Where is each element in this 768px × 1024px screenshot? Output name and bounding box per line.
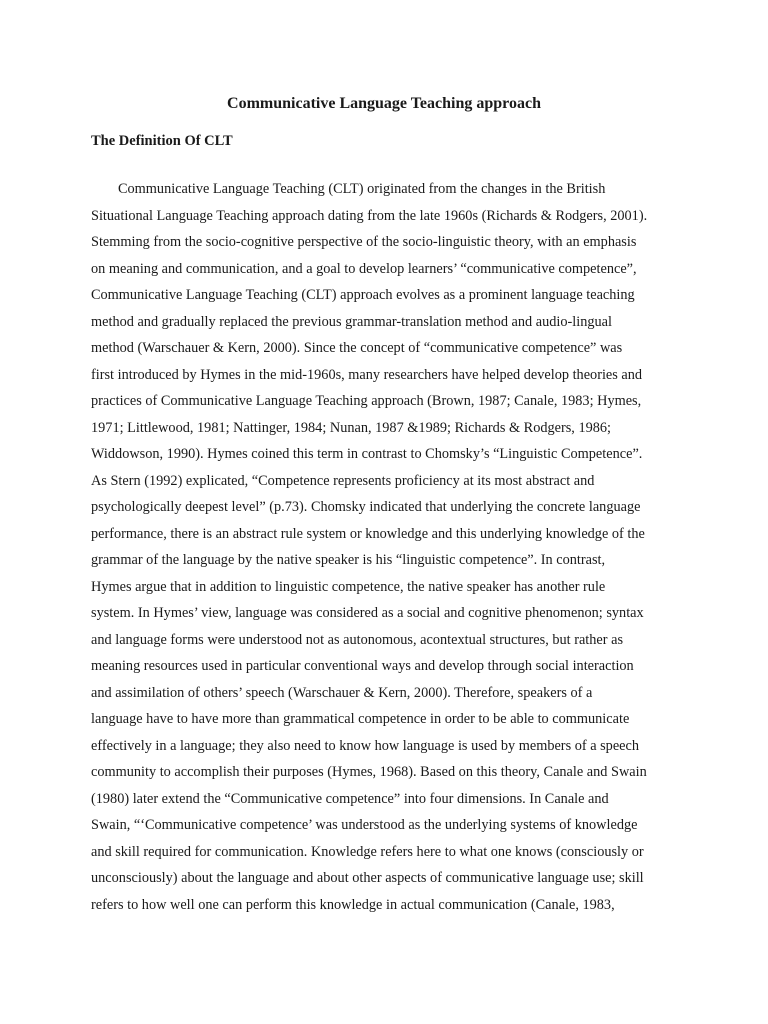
paragraph-line: refers to how well one can perform this knowledge in actual communication (Canale, 1983,	[91, 896, 615, 913]
paragraph-line: Stemming from the socio-cognitive perspective of the socio-linguistic theory, with an emphasis	[91, 234, 637, 250]
paragraph-line: practices of Communicative Language Teaching approach (Brown, 1987; Canale, 1983; Hymes,	[91, 393, 642, 409]
paragraph-line: meaning resources used in particular conventional ways and develop through social interaction	[91, 658, 634, 674]
paragraph-line: Hymes argue that in addition to linguistic competence, the native speaker has another rule	[91, 578, 606, 595]
paragraph-line: community to accomplish their purposes (Hymes, 1968). Based on this theory, Canale and Swain	[91, 764, 647, 780]
paragraph-line: on meaning and communication, and a goal to develop learners’ “communicative competence”,	[91, 260, 637, 277]
paragraph-line: performance, there is an abstract rule system or knowledge and this underlying knowledge of the	[91, 525, 645, 542]
body-paragraph	[91, 176, 681, 918]
document-title: Communicative Language Teaching approach	[227, 95, 541, 112]
paragraph-line: system. In Hymes’ view, language was considered as a social and cognitive phenomenon; syntax	[91, 605, 644, 621]
paragraph-line: 1971; Littlewood, 1981; Nattinger, 1984; Nunan, 1987 &1989; Richards & Rodgers, 1986;	[91, 419, 612, 436]
paragraph-line: As Stern (1992) explicated, “Competence represents proficiency at its most abstract and	[91, 472, 595, 489]
paragraph-line: psychologically deepest level” (p.73). Chomsky indicated that underlying the concrete language	[91, 499, 641, 515]
paragraph-line: Communicative Language Teaching (CLT) approach evolves as a prominent language teaching	[91, 287, 635, 303]
paragraph-line: unconsciously) about the language and about other aspects of communicative language use; skill	[91, 870, 644, 886]
paragraph-line: first introduced by Hymes in the mid-1960s, many researchers have helped develop theories and	[91, 366, 643, 383]
paragraph-line: and assimilation of others’ speech (Warschauer & Kern, 2000). Therefore, speakers of a	[91, 684, 593, 701]
section-heading: The Definition Of CLT	[91, 133, 233, 149]
paragraph-line: Communicative Language Teaching (CLT) originated from the changes in the British	[118, 181, 606, 197]
paragraph-line: grammar of the language by the native speaker is his “linguistic competence”. In contrast,	[91, 552, 606, 568]
paragraph-line: method (Warschauer & Kern, 2000). Since the concept of “communicative competence” was	[91, 340, 623, 356]
paragraph-line: Widdowson, 1990). Hymes coined this term in contrast to Chomsky’s “Linguistic Competence”.	[91, 446, 643, 462]
paragraph-line: Situational Language Teaching approach dating from the late 1960s (Richards & Rodgers, 2001).	[91, 207, 648, 224]
paragraph-line: Swain, “‘Communicative competence’ was understood as the underlying systems of knowledge	[91, 817, 638, 833]
paragraph-line: (1980) later extend the “Communicative competence” into four dimensions. In Canale and	[91, 790, 609, 807]
paragraph-line: effectively in a language; they also need to know how language is used by members of a speech	[91, 737, 640, 754]
paragraph-line: language have to have more than grammatical competence in order to be able to communicate	[91, 711, 630, 727]
paragraph-line: method and gradually replaced the previous grammar-translation method and audio-lingual	[91, 313, 612, 330]
paragraph-line: and skill required for communication. Knowledge refers here to what one knows (consciously or	[91, 843, 644, 860]
paragraph-line: and language forms were understood not as autonomous, acontextual structures, but rather as	[91, 631, 624, 648]
